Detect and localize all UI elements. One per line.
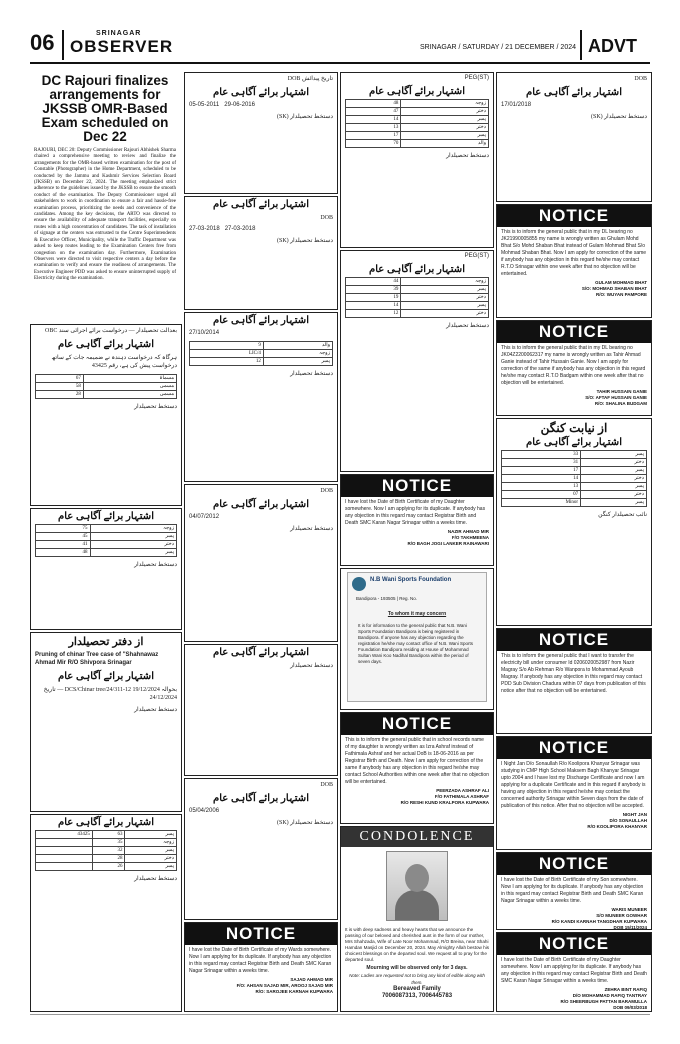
header-divider [62,30,64,60]
urdu-ad-8-title: اشتہار برائے آگاہی عام [213,647,309,658]
notice-3-title: NOTICE [497,629,651,651]
urdu-ad-2-table [35,524,177,557]
urdu-ad-6-table [189,341,333,366]
urdu-ad-10-peg: PEG(ST) [464,75,489,81]
masthead-city: SRINAGAR [96,30,142,37]
urdu-ad-10-footer: دستخط تحصیلدار [446,153,489,159]
urdu-ad-6 [184,312,338,482]
table-row: پسر 17 [346,132,489,140]
table-row: دختر 12 [346,310,489,318]
table-row: پسر 63 43425 [36,831,177,839]
urdu-ad-11-title: اشتہار برائے آگاہی عام [369,264,465,275]
urdu-ad-2-footer: دستخط تحصیلدار [134,562,177,568]
urdu-ad-4 [184,72,338,194]
condolence-ad [340,826,494,1012]
urdu-ad-1 [30,324,182,506]
urdu-ad-12-dob: DOB [634,76,647,82]
urdu-ad-1-title: اشتہار برائے آگاہی عام [58,339,154,350]
notice-8-body: This is to inform the general public that in school records name of my daughter is wrongly written as Izra Ashraf instead of Fathimala Ashraf and her actual DoB is 18-06-2016 as per Registrar Birth and Death. Now I am apply for correction of the same if anybody has any objection in this regard he/she may contact School Authorities within one week after that no objection will be entertained. [345,737,489,785]
notice-8: NOTICE This is to inform the general public that in school records name of my daughter is wrongly written as Izra Ashraf instead of Fathimala Ashraf and her actual DoB is 18-06-2016 as per Registrar Birth and Death. Now I am apply for correction of the same if anybody has any objection in this regard he/she may contact School Authorities within one week after that no objection will be entertained. PEERZADA ASHRAF ALI F/O FATHIMALA ASHRAF R/O RESHI KUND KRALPORA KUPWARA [340,712,494,824]
notice-2-title: NOTICE [497,321,651,343]
urdu-ad-10-title: اشتہار برائے آگاہی عام [369,86,465,97]
urdu-ad-8 [184,644,338,776]
news-article [30,72,180,320]
urdu-ad-5 [184,196,338,310]
table-row: زوجہ 48 [346,100,489,108]
pruning-ad-header: از دفتر تحصیلدار [68,636,144,648]
urdu-ad-5-dob: DOB [320,215,333,221]
table-row: پسر Minor [502,499,647,507]
table-row: دختر 47 [346,108,489,116]
urdu-ad-9-footer: دستخط تحصیلدار (SK) [276,820,333,826]
urdu-ad-1-table [35,374,177,399]
urdu-ad-3-footer: دستخط تحصیلدار [134,876,177,882]
urdu-ad-12 [496,72,652,202]
condolence-mourning: Mourning will be observed only for 3 days. [366,965,468,971]
urdu-ad-6-title: اشتہار برائے آگاہی عام [213,315,309,326]
urdu-ad-11-peg: PEG(ST) [464,253,489,259]
urdu-ad-1-text: ہرگاہ کہ درخواست دہندہ نے ضمیمہ جات کے ساتھ درخواست پیش کی ہے، رقم 43425 [51,355,177,369]
notice-9: NOTICE I have lost the Date of Birth Certificate of my Wards somewhere. Now I am applying for its duplicate. If anybody has any objection in this regard may contact Registrar Birth and Death SMC Karan Nagar Srinagar within a weeks time. SAJAD AHMAD MIR F/O: AHSAN SAJAD MIR, AROOJ SAJAD MIR R/O: SAROJEE KARNAH KUPWARA [184,922,338,1012]
notice-5: NOTICE I have lost the Date of Birth Certificate of my Son somewhere. Now I am applying for its duplicate. If anybody has any objection in this regard may contact Registrar Birth and Death SMC Karan Nagar Srinagar within a weeks time. WARIS MUNEER S/O MUNEER GOWHAR R/O KANDI KARNAH TANGDHAR KUPWARA DOB 15/11/2024 [496,852,652,930]
foundation-body: It is for information to the general public that N.B. Wani Sports Foundation Bandipora is being registered in Bandipora. If anyone has any objection regarding the registration he/she may contact office of N.B. Wani Sports Foundation Bandipora residing at House of Mohammad Sultan Wani Koo Nadihal Bandipora within the period of seven days. [358,623,474,664]
notice-5-title: NOTICE [497,853,651,875]
notice-4-title: NOTICE [497,737,651,759]
urdu-ad-10 [340,72,494,248]
notice-5-body: I have lost the Date of Birth Certificate of my Son somewhere. Now I am applying for its duplicate. If anybody has any objection in this regard may contact Registrar Birth and Death SMC Karan Nagar Srinagar within a weeks time. [501,877,644,904]
table-row: پسر 12 [190,358,333,366]
urdu-ad-9 [184,778,338,920]
urdu-ad-3-title: اشتہار برائے آگاہی عام [58,817,154,828]
foundation-logo-icon [352,577,366,591]
page-number: 06 [30,30,55,55]
urdu-ad-9-dob: DOB [320,782,333,788]
notice-7-body: I have lost the Date of Birth Certificate of my Daughter somewhere. Now I am applying for its duplicate. If anybody has any objection in this regard may contact Registrar Birth and Death SMC Karan Nagar Srinagar within a weeks time. [345,499,486,526]
urdu-ad-10-table [345,99,489,148]
ref-date-2: 24/12/2024 [149,695,177,701]
urdu-ad-5-title: اشتہار برائے آگاہی عام [213,199,309,210]
notice-6-body: I have lost the Date of Birth Certificate of my Daughter somewhere. Now I am applying for its duplicate. If anybody has any objection in this regard may contact Registrar Birth and Death SMC Karan Nagar Srinagar within a weeks time. [501,957,647,984]
table-row: پسر 14 [346,116,489,124]
notice-6: NOTICE I have lost the Date of Birth Certificate of my Daughter somewhere. Now I am applying for its duplicate. If anybody has any objection in this regard may contact Registrar Birth and Death SMC Karan Nagar Srinagar within a weeks time. ZEHRA BINT RAFIQ D/O MOHAMMAD RAFIQ TANTRAY R/O SHEERBUGH PATTAN BARAMULLA DOB 09/03/2018 [496,932,652,1012]
header-divider-right [580,30,582,60]
notice-1: NOTICE This is to inform the general public that in my DL bearing no JK21990005855 my name is wrongly written as Ghulam Mohd Bhat S/o Mohd Shaban Bhat instead of Gulam Mohmad Bhat S/o Mohmad Shaban Bhat. Now I am apply for correction of the same if anybody has any objection in this regard he/she may contact R.T.O Srinagar within one week after that no objection will be entertained. GULAM MOHMAD BHAT S/O: MOHMAD SHABAN BHAT R/O: WUYAN PAMPORE [496,204,652,318]
table-row: پسر 17 [502,467,647,475]
condolence-title: CONDOLENCE [341,827,493,847]
notice-9-title: NOTICE [185,923,337,945]
table-row: دختر 19 [346,294,489,302]
urdu-ad-7-title: اشتہار برائے آگاہی عام [213,499,309,510]
urdu-ad-7-date: 04/07/2012 [189,514,220,520]
deceased-photo [386,851,448,921]
ref-date-1: 19/12/2024 [132,687,160,693]
news-headline: DC Rajouri finalizes arrangements for JKSSB OMR-Based Exam scheduled on Dec 22 [41,73,169,144]
certificate-image [347,572,487,702]
notice-3 [496,628,652,734]
urdu-ad-4-dob: تاریخ پیدائش DOB [287,76,333,82]
table-row: دختر 28 [36,855,177,863]
pruning-ad-footer: دستخط تحصیلدار [134,707,177,713]
obc-label: OBC [44,328,58,334]
urdu-ad-11-footer: دستخط تحصیلدار [446,323,489,329]
table-row: والد 9 [190,342,333,350]
urdu-ad-5-dates: 27-03-2018 27-03-2018 [189,226,256,232]
table-row: پسر 26 [36,863,177,871]
urdu-ad-13-footer: نائب تحصیلدار کنگن [598,512,647,518]
table-row: مسمی 58 [36,383,177,391]
foundation-reg: Bandipora - 193505 | Reg. No. [356,596,417,601]
table-row: دختر 41 [36,541,177,549]
table-row: دختر 13 [346,124,489,132]
urdu-ad-9-title: اشتہار برائے آگاہی عام [213,793,309,804]
dateline: SRINAGAR / SATURDAY / 21 DECEMBER / 2024 [420,44,576,51]
table-row: پسر 33 [502,451,647,459]
header-rule [30,62,650,64]
notice-7-title: NOTICE [341,475,493,497]
ref-number: DCS/Chinar tree/24/311-12 [64,687,131,693]
table-row: دختر 07 [502,491,647,499]
table-row: زوجہ 75 [36,525,177,533]
condolence-body: It is with deep sadness and heavy hearts that we announce the passing of our beloved and cherished aunt in the form of our mother, Mrs Shahzada, Wife of Late Noor Mohammad, R/O Breina, near Shahi Hamdan Masjid on December 20, 2024. May Almighty Allah bestow his choicest blessings on the departed soul. We request all to pray for the departed soul. [345,927,490,962]
pruning-ad-text: بحوالہ 19/12/2024 DCS/Chinar tree/24/311-12 — تاریخ 24/12/2024 [43,687,177,701]
table-row: پسر 45 [36,533,177,541]
urdu-ad-1-intro: بعدالت تحصیلدار — درخواست برائے اجرائی سند OBC [44,328,177,334]
urdu-ad-12-title: اشتہار برائے آگاہی عام [526,87,622,98]
table-row: دختر 31 [502,459,647,467]
footer-rule [30,1014,650,1015]
urdu-ad-4-footer: دستخط تحصیلدار (SK) [276,114,333,120]
urdu-ad-11-table [345,277,489,318]
urdu-ad-13-table [501,450,647,507]
urdu-ad-3-table [35,830,177,871]
notice-8-title: NOTICE [341,713,493,735]
urdu-ad-13 [496,418,652,626]
urdu-ad-12-date: 17/01/2018 [501,102,532,108]
table-row: پسر 39 [346,286,489,294]
urdu-ad-6-date: 27/10/2014 [189,330,220,336]
notice-2: NOTICE This is to inform the general public that in my DL bearing no JK04Z2200062317 my name is wrongly written as Tahir Ahmad Ganie instead of Tahir Hussain Ganie. Now I am apply for correction of the same if anybody has any objection in this regard he/she may contact R.T.O Badgam within one week after that no objection will be entertained. TAHIR HUSSAIN GANIE S/O: AFTAF HUSSAIN GANIE R/O: SHALINA BUDGAM [496,320,652,416]
page-header [0,0,680,66]
dob-label: DOB [287,76,301,82]
foundation-name: N.B Wani Sports Foundation [370,577,452,583]
urdu-ad-8-footer: دستخط تحصیلدار [290,663,333,669]
wani-foundation-ad [340,568,494,710]
news-body: RAJOURI, DEC 20: Deputy Commissioner Rajouri Abhishek Sharma chaired a comprehensive meeting to review and finalize the arrangements for the OMR-based written examination for the post of Constable (Photographer) in the Home Department, scheduled to be conducted by the Jammu and Kashmir Services Selection Board (JKSSB) on December 22, 2024. The meeting emphasized strict adherence to the guidelines issued by the JKSSB to ensure the smooth conduct of the examination. The Deputy Commissioner urged all stakeholders to work in coordination to ensure a fair and hassle-free examination process, prioritizing the needs and convenience of the candidates. Among the key decisions, the ARTO was directed to ensure the availability of adequate transport facilities, especially on routes with a high concentration of candidates. The task of installation of signage at the centers was entrusted to the Centre Superintendents & Executive Officer, Municipality, while the Traffic Department was asked to keep routes leading to the Examination Centers free from congestion on the examination day. Furthermore, Examination Observers were directed to visit respective centers a day before the examination to verify and ensure the readiness of arrangements. The Executive Engineer PDD was asked to ensure uninterrupted supply of Electricity during the examination. [34,148,176,282]
condolence-phones: 7006087313, 7006445783 [381,993,453,999]
urdu-ad-7-footer: دستخط تحصیلدار [290,526,333,532]
urdu-ad-12-footer: دستخط تحصیلدار (SK) [590,114,647,120]
urdu-ad-2 [30,508,182,630]
urdu-ad-7 [184,484,338,642]
foundation-heading: To whom it may concern [387,611,447,617]
notice-6-title: NOTICE [497,933,651,955]
notice-2-body: This is to inform the general public that in my DL bearing no JK04Z2200062317 my name is wrongly written as Tahir Ahmad Ganie instead of Tahir Hussain Ganie. Now I am apply for correction of the same if anybody has any objection in this regard he/she may contact R.T.O Badgam within one week after that no objection will be entertained. [501,345,646,386]
table-row: زوجہ 44 [346,278,489,286]
table-row: پسر 48 [36,549,177,557]
urdu-ad-1-footer: دستخط تحصیلدار [134,404,177,410]
urdu-ad-11 [340,250,494,472]
table-row: مسمی 28 [36,391,177,399]
section-label: ADVT [588,36,637,56]
table-row: پسر 14 [346,302,489,310]
table-row: پسر 13 [502,483,647,491]
condolence-family: Bereaved Family [393,986,441,992]
table-row: والد 70 [346,140,489,148]
table-row: دختر 14 [502,475,647,483]
urdu-ad-13-title: اشتہار برائے آگاہی عام [526,437,622,448]
urdu-ad-4-title: اشتہار برائے آگاہی عام [213,87,309,98]
urdu-ad-7-dob: DOB [320,488,333,494]
urdu-ad-6-footer: دستخط تحصیلدار [290,371,333,377]
notice-7: NOTICE I have lost the Date of Birth Certificate of my Daughter somewhere. Now I am applying for its duplicate. If anybody has any objection in this regard may contact Registrar Birth and Death SMC Karan Nagar Srinagar within a weeks time. NAZIR AHMAD MIR F/O TAKHMEENA R/O BAGH JOGI LANKER RAINAWARI [340,474,494,566]
urdu-ad-9-date: 05/04/2006 [189,808,220,814]
condolence-note: Note: Ladies are requested not to bring any kind of edible along with them. [349,973,485,985]
urdu-ad-13-header: از نیابت کنگن [540,421,608,435]
urdu-ad-4-dates: 05-05-2011 29-06-2016 [189,102,255,108]
table-row: مسماۃ 67 [36,375,177,383]
table-row: پسر 32 [36,847,177,855]
urdu-ad-3 [30,814,182,1012]
notice-4-body: I Night Jan D/o Sonaullah R/o Koolipora Khanyar Srinagar was studying in CMP High School Maksem Bagh Khanyar Srinagar upto 2004 and I have lost my Discharge Certificate and now I am applying for a duplicate Certificate and in this regard if anybody is having any objection in this regard he/she may contact the concerned authority Srinagar within Seven days from the date of publication of this notice. After that no objection will be accepted. [501,761,646,809]
pruning-ad-subject: Pruning of chinar Tree case of "Shahnawaz Ahmad Mir R/O Shivpora Srinagar [35,652,159,666]
pruning-ad [30,632,182,812]
urdu-ad-2-title: اشتہار برائے آگاہی عام [58,511,154,522]
notice-1-body: This is to inform the general public that in my DL bearing no JK21990005855 my name is wrongly written as Ghulam Mohd Bhat S/o Mohd Shaban Bhat instead of Gulam Mohmad Bhat S/o Mohmad Shaban Bhat. Now I am apply for correction of the same if anybody has any objection in this regard he/she may contact R.T.O Srinagar within one week after that no objection will be entertained. [501,229,647,277]
amount-value: 43425 [91,363,107,369]
notice-4: NOTICE I Night Jan D/o Sonaullah R/o Koolipora Khanyar Srinagar was studying in CMP High School Maksem Bagh Khanyar Srinagar upto 2004 and I have lost my Discharge Certificate and now I am applying for a duplicate Certificate and in this regard if anybody is having any objection in this regard he/she may contact the concerned authority Srinagar within Seven days from the date of publication of this notice. After that no objection will be accepted. NIGHT JAN D/O SONAULLAH R/O KOOLIPORA KHANYAR [496,736,652,850]
table-row: زوجہ 4/LIC [190,350,333,358]
masthead: OBSERVER [70,37,174,56]
table-row: زوجہ 35 [36,839,177,847]
notice-9-body: I have lost the Date of Birth Certificate of my Wards somewhere. Now I am applying for its duplicate. If anybody has any objection in this regard may contact Registrar Birth and Death SMC Karan Nagar Srinagar within a weeks time. [189,947,332,974]
urdu-ad-5-footer: دستخط تحصیلدار (SK) [276,238,333,244]
pruning-ad-title: اشتہار برائے آگاہی عام [58,671,154,682]
notice-1-title: NOTICE [497,205,651,227]
notice-3-body: This is to inform the general public that I want to transfer the electricity bill under consumer Id 0206020052987 from Nazir Magray S/o Ab Rehman R/o Wanpora to Mohammad Ayoub Magray. If anybody has any objection in this regard may contact PDD Sub Division Chadura within 07 days from publication of this notice after that no objection will be entertained. [501,653,646,694]
